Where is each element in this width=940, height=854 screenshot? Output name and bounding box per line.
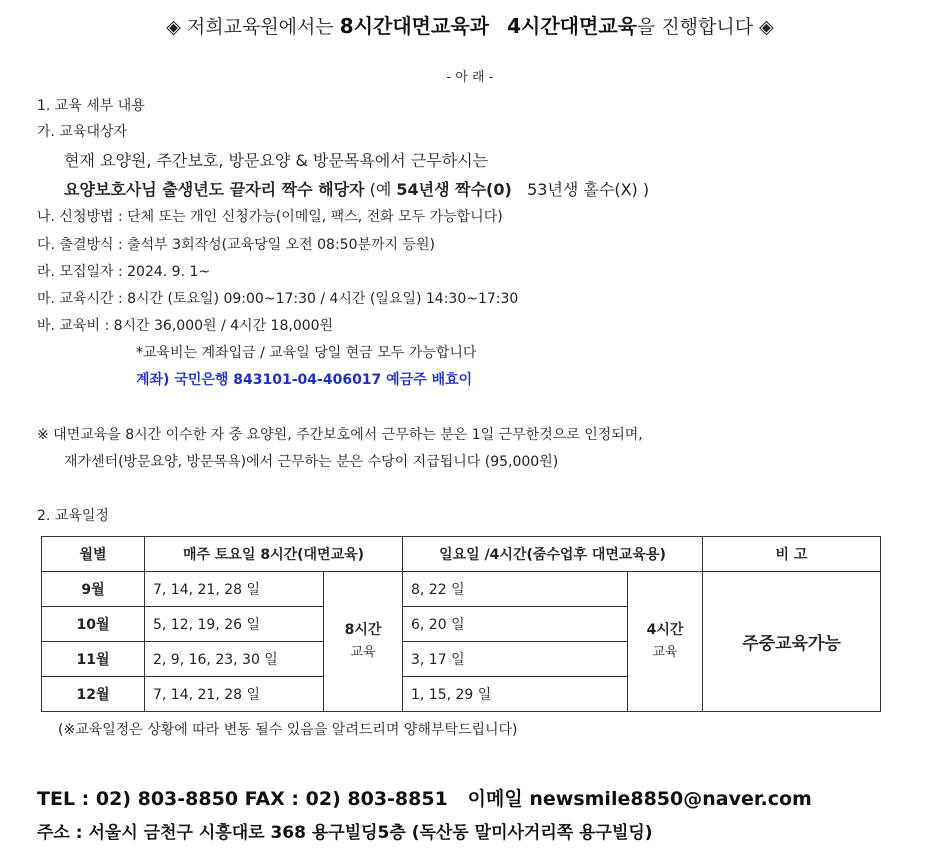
tuition-note: *교육비는 계좌입금 / 교육일 당일 현금 모두 가능합니다 <box>136 345 477 361</box>
phone-fax: TEL : 02) 803-8850 FAX : 02) 803-8851 <box>37 788 448 810</box>
saturday-dates: 5, 12, 19, 26 일 <box>145 607 324 642</box>
email-label: 이메일 <box>467 788 523 810</box>
email-link[interactable]: newsmile8850@naver.com <box>529 788 812 810</box>
address: 주소 : 서울시 금천구 시흥대로 368 용구빌딩5층 (독산동 말미사거리쪽 용구빌딩) <box>37 823 653 843</box>
saturday-duration-bottom: 교육 <box>350 645 376 660</box>
title-bold-4h: 4시간대면교육 <box>507 14 637 38</box>
table-header-row <box>42 537 881 572</box>
saturday-dates: 2, 9, 16, 23, 30 일 <box>145 642 324 677</box>
target-line2-open: (예 <box>369 180 392 199</box>
header-sunday: 일요일 /4시간(줌수업후 대면교육용) <box>403 537 703 572</box>
diamond-icon: ◈ <box>166 16 181 38</box>
header-saturday: 매주 토요일 8시간(대면교육) <box>145 537 403 572</box>
sub-heading: - 아 래 - <box>446 70 494 85</box>
month-cell: 10월 <box>42 607 145 642</box>
target-line2-bold: 요양보호사님 출생년도 끝자리 짝수 해당자 <box>64 180 365 199</box>
month-cell: 11월 <box>42 642 145 677</box>
title-suffix: 을 진행합니다 <box>636 16 754 38</box>
section1-title: 1. 교육 세부 내용 <box>37 98 145 114</box>
apply-method: 나. 신청방법 : 단체 또는 개인 신청가능(이메일, 팩스, 전화 모두 가능합니다) <box>37 209 503 225</box>
diamond-icon: ◈ <box>759 16 774 38</box>
table-row <box>42 572 881 607</box>
header-month: 월별 <box>42 537 145 572</box>
sunday-dates: 1, 15, 29 일 <box>403 677 628 712</box>
target-label: 가. 교육대상자 <box>37 124 128 140</box>
saturday-dates: 7, 14, 21, 28 일 <box>145 677 324 712</box>
schedule-table <box>41 536 881 712</box>
notice-line1: ※ 대면교육을 8시간 이수한 자 중 요양원, 주간보호에서 근무하는 분은 1일 근무한것으로 인정되며, <box>37 427 643 443</box>
target-line2-rest: 53년생 홀수(X) ) <box>527 180 650 199</box>
target-line2 <box>64 177 649 200</box>
notice-line2: 재가센터(방문요양, 방문목욕)에서 근무하는 분은 수당이 지급됩니다 (95,000원) <box>64 454 559 470</box>
saturday-duration <box>324 572 403 712</box>
schedule-footnote: (※교육일정은 상황에 따라 변동 될수 있음을 알려드리며 양해부탁드립니다) <box>58 722 518 738</box>
month-cell: 9월 <box>42 572 145 607</box>
title-prefix: 저희교육원에서는 <box>186 16 334 38</box>
sunday-duration-top: 4시간 <box>646 622 684 638</box>
sunday-dates: 8, 22 일 <box>403 572 628 607</box>
remark-cell: 주중교육가능 <box>703 572 881 712</box>
sunday-dates: 6, 20 일 <box>403 607 628 642</box>
section2-title: 2. 교육일정 <box>37 508 109 524</box>
header-note: 비 고 <box>703 537 881 572</box>
target-line2-even: 54년생 짝수(0) <box>396 180 512 199</box>
class-time: 마. 교육시간 : 8시간 (토요일) 09:00~17:30 / 4시간 (일요일) 14:30~17:30 <box>37 291 519 307</box>
target-line1: 현재 요양원, 주간보호, 방문요양 & 방문목욕에서 근무하시는 <box>64 151 489 170</box>
sunday-dates: 3, 17 일 <box>403 642 628 677</box>
attendance-method: 다. 출결방식 : 출석부 3회작성(교육당일 오전 08:50분까지 등원) <box>37 237 436 253</box>
bank-account: 계좌) 국민은행 843101-04-406017 예금주 배효이 <box>136 372 473 388</box>
month-cell: 12월 <box>42 677 145 712</box>
contact-line <box>37 784 812 811</box>
recruit-date: 라. 모집일자 : 2024. 9. 1~ <box>37 264 211 280</box>
page-title <box>0 10 940 39</box>
sunday-duration-bottom: 교육 <box>652 645 678 660</box>
saturday-duration-top: 8시간 <box>344 622 382 638</box>
tuition: 바. 교육비 : 8시간 36,000원 / 4시간 18,000원 <box>37 318 334 334</box>
title-bold-8h: 8시간대면교육과 <box>339 14 489 38</box>
saturday-dates: 7, 14, 21, 28 일 <box>145 572 324 607</box>
sunday-duration <box>628 572 703 712</box>
